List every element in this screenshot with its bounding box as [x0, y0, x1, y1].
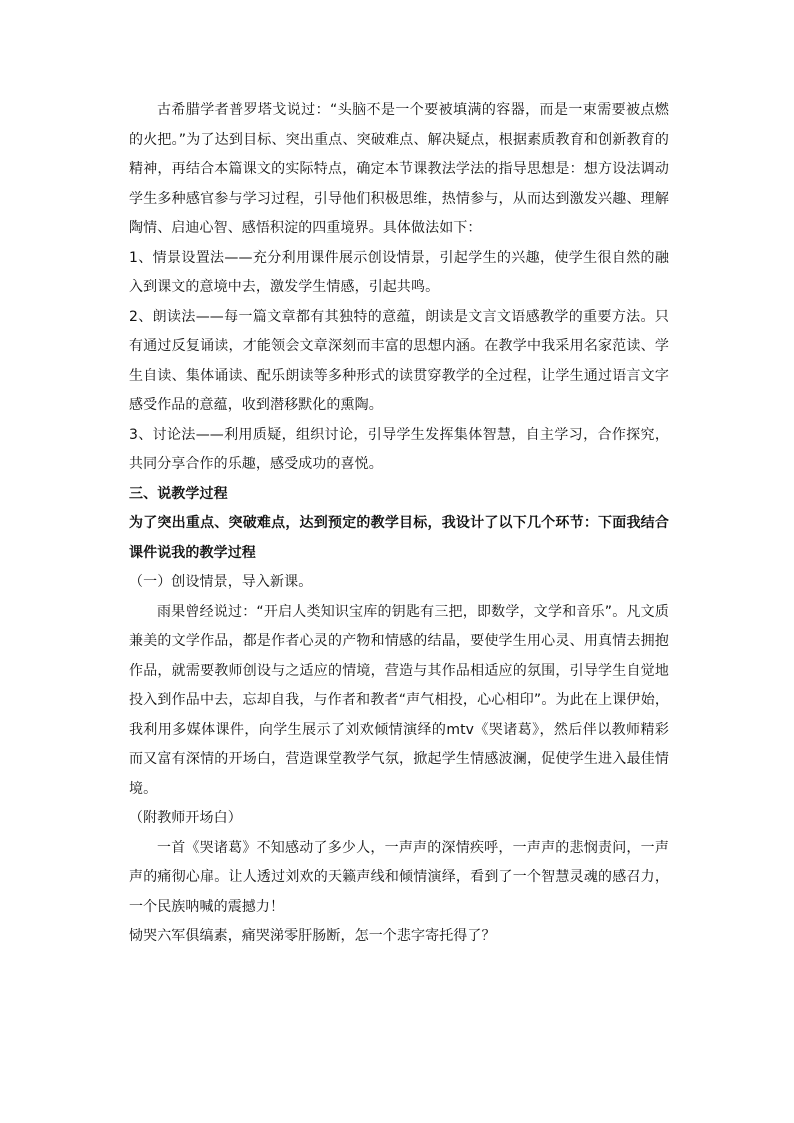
document-page: [129, 96, 669, 952]
paragraph-lament-line: 恸哭六军俱缟素，痛哭涕零肝肠断，怎一个悲字寄托得了？: [129, 928, 496, 944]
paragraph-intro-quote: 古希腊学者普罗塔戈说过：“头脑不是一个要被填满的容器，而是一束需要被点燃的火把。”为了达到目标、突出重点、突破难点、解决疑点，根据素质教育和创新教育的精神，再结合本篇课文的实际特点，确定本节课教法学法的指导思想是：想方设法调动学生多种感官参与学习过程，引导他们积极思维，热情参与，从而达到激发兴趣、理解陶情、启迪心智、感悟积淀的四重境界。具体做法如下：: [129, 102, 669, 236]
section-heading-teaching-process: 三、说教学过程: [129, 485, 228, 502]
label-opening-remarks: （附教师开场白）: [129, 810, 242, 826]
paragraph-hugo-quote: 雨果曾经说过：“开启人类知识宝库的钥匙有三把，即数学，文学和音乐”。凡文质兼美的文学作品，都是作者心灵的产物和情感的结晶，要使学生用心灵、用真情去拥抱作品，就需要教师创设与之适应的情境，营造与其作品相适应的氛围，引导学生自觉地投入到作品中去，忘却自我，与作者和教者“声气相投，心心相印”。为此在上课伊始，我利用多媒体课件，向学生展示了刘欢倾情演绎的mtv《哭诸葛》，然后伴以教师精彩而又富有深情的开场白，营造课堂教学气氛，掀起学生情感波澜，促使学生进入最佳情境。: [129, 603, 669, 797]
method-item-situation: 1、情景设置法——充分利用课件展示创设情景，引起学生的兴趣，使学生很自然的融入到课文的意境中去，激发学生情感，引起共鸣。: [129, 249, 669, 295]
method-item-reading: 2、朗读法——每一篇文章都有其独特的意蕴，朗读是文言文语感教学的重要方法。只有通过反复诵读，才能领会文章深刻而丰富的思想内涵。在教学中我采用名家范读、学生自读、集体诵读、配乐朗读等多种形式的读贯穿教学的全过程，让学生通过语言文字感受作品的意蕴，收到潜移默化的熏陶。: [129, 308, 669, 413]
paragraph-opening-remarks: 一首《哭诸葛》不知感动了多少人，一声声的深情疾呼，一声声的悲悯责问，一声声的痛彻心扉。让人透过刘欢的天籁声线和倾情演绎，看到了一个智慧灵魂的感召力，一个民族呐喊的震撼力！: [129, 839, 669, 915]
paragraph-process-intro: 为了突出重点、突破难点，达到预定的教学目标，我设计了以下几个环节：下面我结合课件说我的教学过程: [129, 515, 669, 561]
method-item-discussion: 3、讨论法——利用质疑，组织讨论，引导学生发挥集体智慧，自主学习，合作探究，共同分享合作的乐趣，感受成功的喜悦。: [129, 426, 669, 472]
subheading-create-scene: （一）创设情景，导入新课。: [129, 574, 313, 590]
